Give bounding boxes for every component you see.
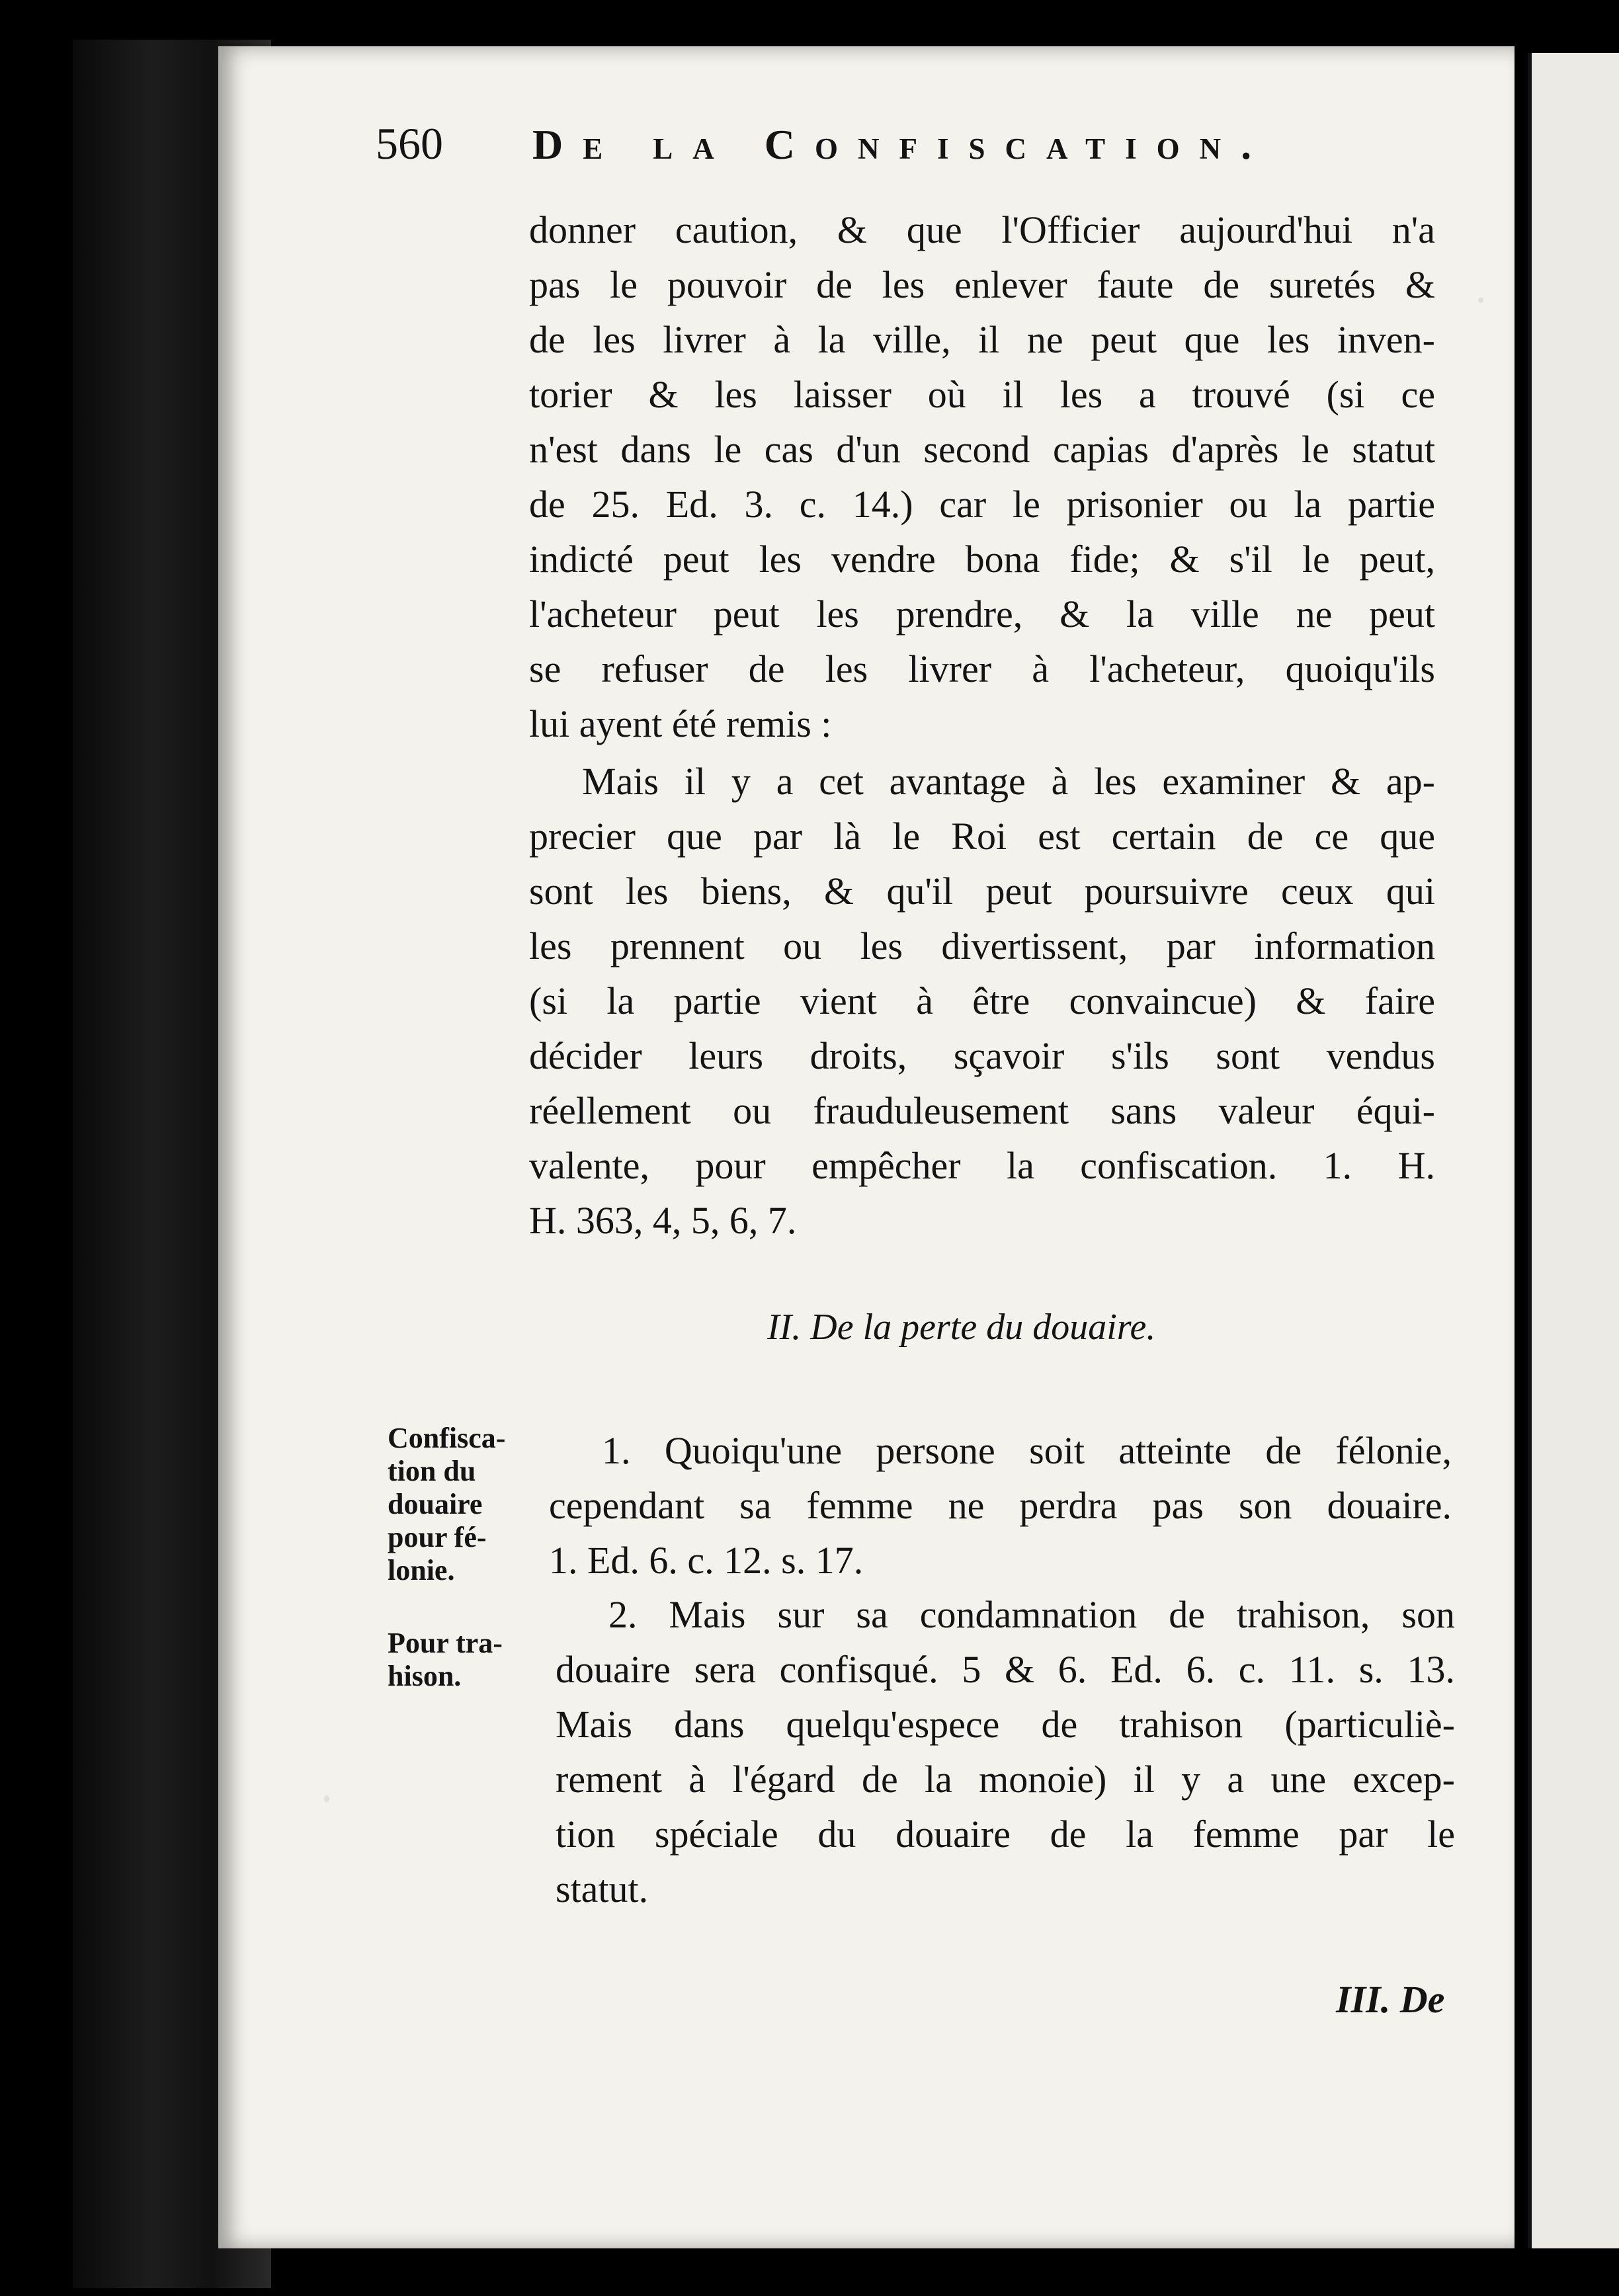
margin-note-line: hison. <box>388 1660 462 1692</box>
page-number: 560 <box>376 118 443 169</box>
text-line: douaire sera confisqué. 5 & 6. Ed. 6. c. 11. s. 13. <box>556 1648 1455 1691</box>
paper-speck <box>324 1795 329 1802</box>
margin-note-line: tion du <box>388 1455 476 1487</box>
paragraph-4 <box>556 1587 1455 1916</box>
text-line: décider leurs droits, sçavoir s'ils sont vendus <box>529 1034 1435 1077</box>
text-line: cependant sa femme ne perdra pas son douaire. <box>549 1484 1452 1527</box>
facing-page-edge <box>1528 53 1619 2248</box>
text-line: rement à l'égard de la monoie) il y a une excep- <box>556 1758 1455 1801</box>
text-line: Mais il y a cet avantage à les examiner & ap- <box>582 760 1435 803</box>
running-head: De la Confiscation. <box>532 121 1272 168</box>
text-line: 1. Quoiqu'une persone soit atteinte de félonie, <box>602 1429 1452 1472</box>
text-line: sont les biens, & qu'il peut poursuivre ceux qui <box>529 870 1435 913</box>
text-line: n'est dans le cas d'un second capias d'après le statut <box>529 428 1435 471</box>
paragraph-1 <box>529 202 1435 751</box>
text-line: se refuser de les livrer à l'acheteur, quoiqu'ils <box>529 647 1435 690</box>
section-title: II. De la perte du douaire. <box>767 1307 1156 1348</box>
paragraph-2 <box>529 754 1435 1248</box>
text-line: torier & les laisser où il les a trouvé (si ce <box>529 373 1435 416</box>
text-line: indicté peut les vendre bona fide; & s'il le peut, <box>529 538 1435 581</box>
margin-note-line: douaire <box>388 1488 483 1520</box>
text-line: tion spéciale du douaire de la femme par le <box>556 1813 1455 1856</box>
text-line: de les livrer à la ville, il ne peut que les inven- <box>529 318 1435 361</box>
text-line: precier que par là le Roi est certain de ce que <box>529 815 1435 858</box>
text-line: 2. Mais sur sa condamnation de trahison, son <box>608 1593 1455 1636</box>
catchword: III. De <box>1336 1978 1445 2021</box>
text-line: Mais dans quelqu'espece de trahison (particuliè- <box>556 1703 1455 1746</box>
paper-speck <box>1478 298 1483 303</box>
text-line: réellement ou frauduleusement sans valeur équi- <box>529 1089 1435 1132</box>
text-line: lui ayent été remis : <box>529 702 832 745</box>
margin-note-line: pour fé- <box>388 1521 487 1553</box>
margin-note-line: Pour tra- <box>388 1627 503 1659</box>
margin-note-trahison <box>388 1627 540 1693</box>
text-line: (si la partie vient à être convaincue) & faire <box>529 979 1435 1022</box>
paragraph-3 <box>549 1423 1452 1588</box>
text-line: valente, pour empêcher la confiscation. 1. H. <box>529 1144 1435 1187</box>
text-line: 1. Ed. 6. c. 12. s. 17. <box>549 1539 864 1582</box>
text-line: l'acheteur peut les prendre, & la ville ne peut <box>529 593 1435 636</box>
margin-note-confiscation <box>388 1422 540 1587</box>
text-line: statut. <box>556 1867 649 1910</box>
text-line: les prennent ou les divertissent, par information <box>529 924 1435 967</box>
margin-note-line: Confisca- <box>388 1422 506 1454</box>
text-line: de 25. Ed. 3. c. 14.) car le prisonier ou la partie <box>529 483 1435 526</box>
text-line: donner caution, & que l'Officier aujourd'hui n'a <box>529 208 1435 251</box>
text-line: H. 363, 4, 5, 6, 7. <box>529 1199 797 1242</box>
margin-note-line: lonie. <box>388 1554 455 1586</box>
text-line: pas le pouvoir de les enlever faute de suretés & <box>529 263 1435 306</box>
